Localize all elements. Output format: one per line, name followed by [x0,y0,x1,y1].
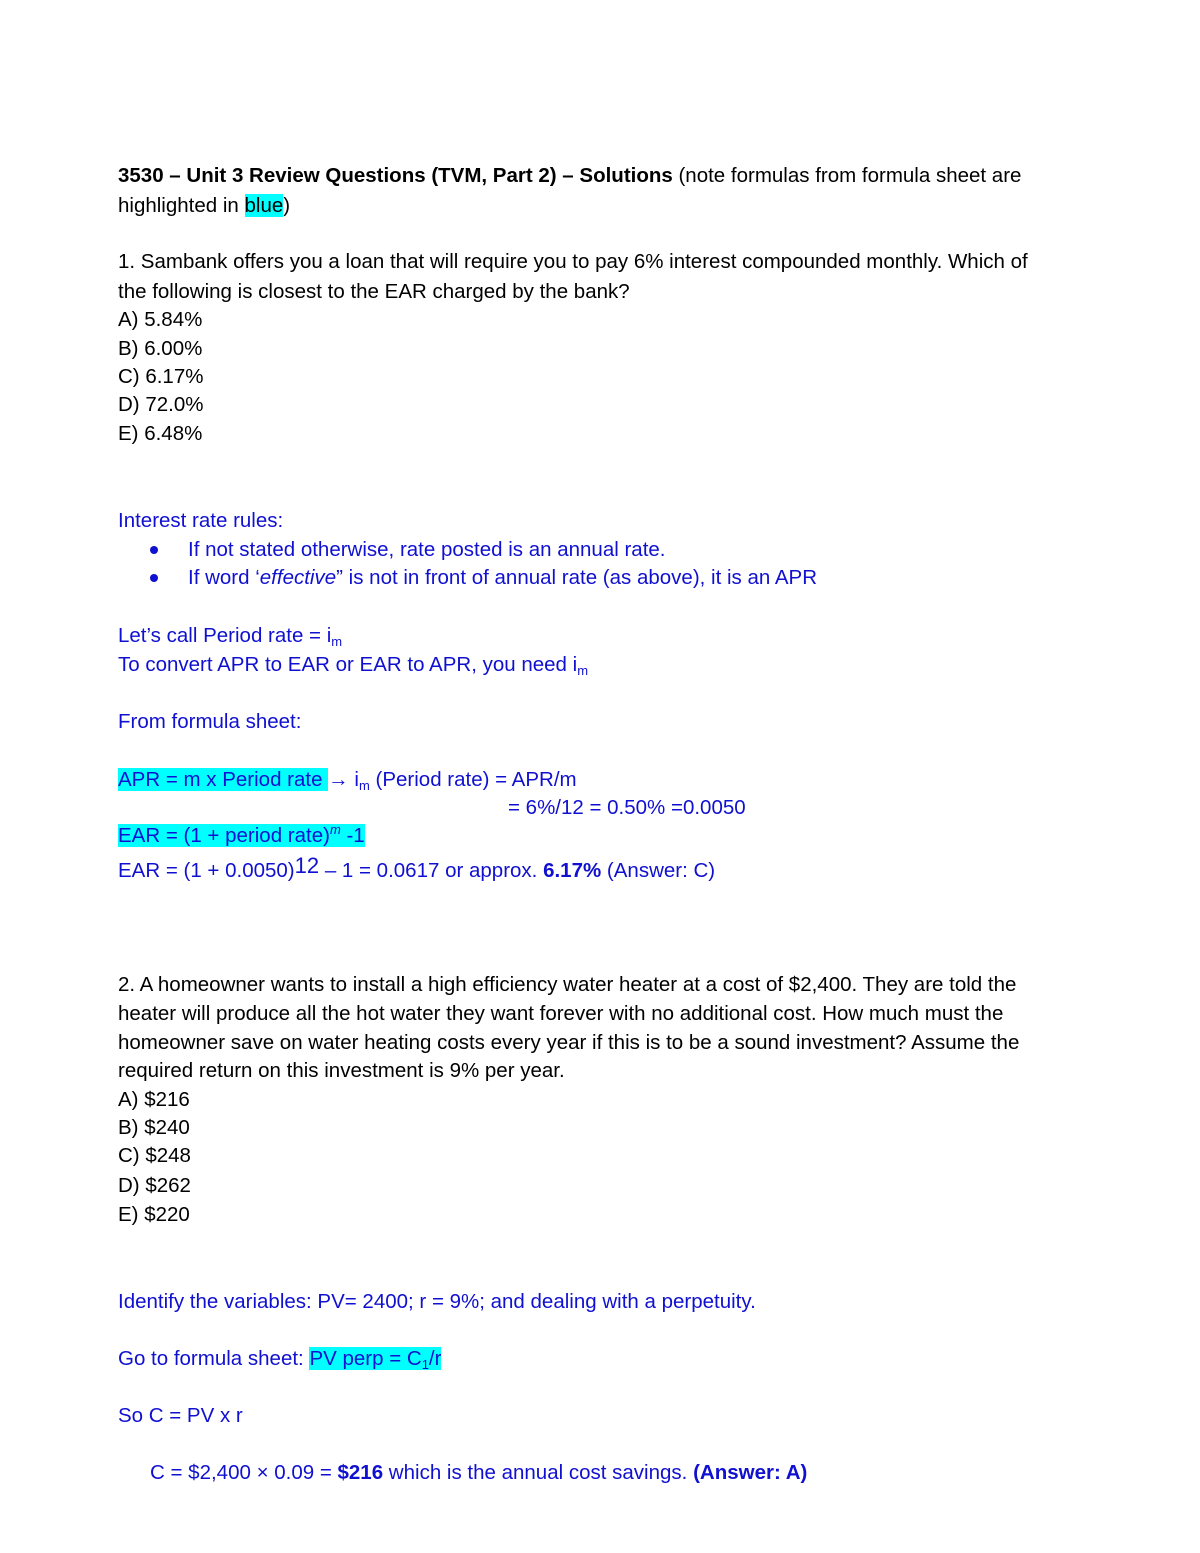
q2-text-line4: required return on this investment is 9% per year. [118,1059,565,1082]
title-note: (note formulas from formula sheet are [672,164,1022,187]
q1-option-a: A) 5.84% [118,308,203,331]
q2-option-d: D) $262 [118,1174,191,1197]
document-title-line2 [118,192,290,220]
q2-option-b: B) $240 [118,1116,190,1139]
period-rate-line: Let’s call Period rate = $i_m$ [118,624,343,649]
so-c-line: So C = PV x r [118,1404,243,1427]
title-note-highlight: blue [244,194,284,217]
ear-formula-line [118,822,365,850]
apr-formula-highlight: APR = m x Period rate [118,768,329,791]
q2-option-a: A) $216 [118,1088,190,1111]
rule-bullet-1-text: If not stated otherwise, rate posted is an annual rate. [188,538,666,561]
q1-option-e: E) 6.48% [118,422,203,445]
q1-answer-value: 6.17% [543,859,602,882]
q2-option-c: C) $248 [118,1144,191,1167]
rule-bullet-2-text: If word ‘effective” is not in front of annual rate (as above), it is an APR [188,566,817,589]
bullet-icon [150,574,158,582]
convert-line: To convert APR to EAR or EAR to APR, you need $i_m$ [118,653,589,678]
q2-text-line1: 2. A homeowner wants to install a high efficiency water heater at a cost of $2,400. They are told the [118,973,1017,996]
q1-option-d: D) 72.0% [118,393,204,416]
q2-text-line3: homeowner save on water heating costs every year if this is to be a sound investment? Assume the [118,1031,1020,1054]
apr-calc-line: = 6%/12 = 0.50% =0.0050 [508,796,746,819]
q2-answer-value: $216 [337,1461,384,1484]
q2-calc-line: C = $2,400 × 0.09 = $216 which is the annual cost savings. (Answer: A) [150,1461,808,1484]
arrow-right-icon: → [328,768,349,791]
from-sheet-label: From formula sheet: [118,710,302,733]
ear-formula-highlight: EAR = (1 + period rate)$^m$ -1 [118,822,365,847]
identify-variables: Identify the variables: PV= 2400; r = 9%; and dealing with a perpetuity. [118,1290,756,1313]
q2-option-e: E) $220 [118,1203,190,1226]
q2-text-line2: heater will produce all the hot water they want forever with no additional cost. How much must the [118,1002,1004,1025]
title-note-close: ) [283,194,291,217]
title-bold: 3530 – Unit 3 Review Questions (TVM, Part 2) – Solutions [118,164,673,187]
goto-formula-line: Go to formula sheet: PV perp = $C_1/r$ [118,1347,442,1372]
pv-perp-highlight: PV perp = $C_1/r$ [309,1347,442,1372]
q1-text-line2: the following is closest to the EAR charged by the bank? [118,280,630,303]
bullet-icon [150,546,158,554]
apr-formula-line: APR = m x Period rate → $i_m$ (Period rate) = APR/m [118,768,577,793]
q1-text-line1: 1. Sambank offers you a loan that will require you to pay 6% interest compounded monthly. Which of [118,250,1028,273]
rules-heading: Interest rate rules: [118,509,284,532]
q1-option-c: C) 6.17% [118,365,204,388]
document-title [118,162,1021,190]
title-note-cont: highlighted in [118,194,245,217]
q2-answer-label: (Answer: A) [693,1461,808,1484]
ear-calc-line: EAR = (1 + 0.0050)12 – 1 = 0.0617 or approx. 6.17% (Answer: C) [118,853,716,882]
q1-option-b: B) 6.00% [118,337,203,360]
